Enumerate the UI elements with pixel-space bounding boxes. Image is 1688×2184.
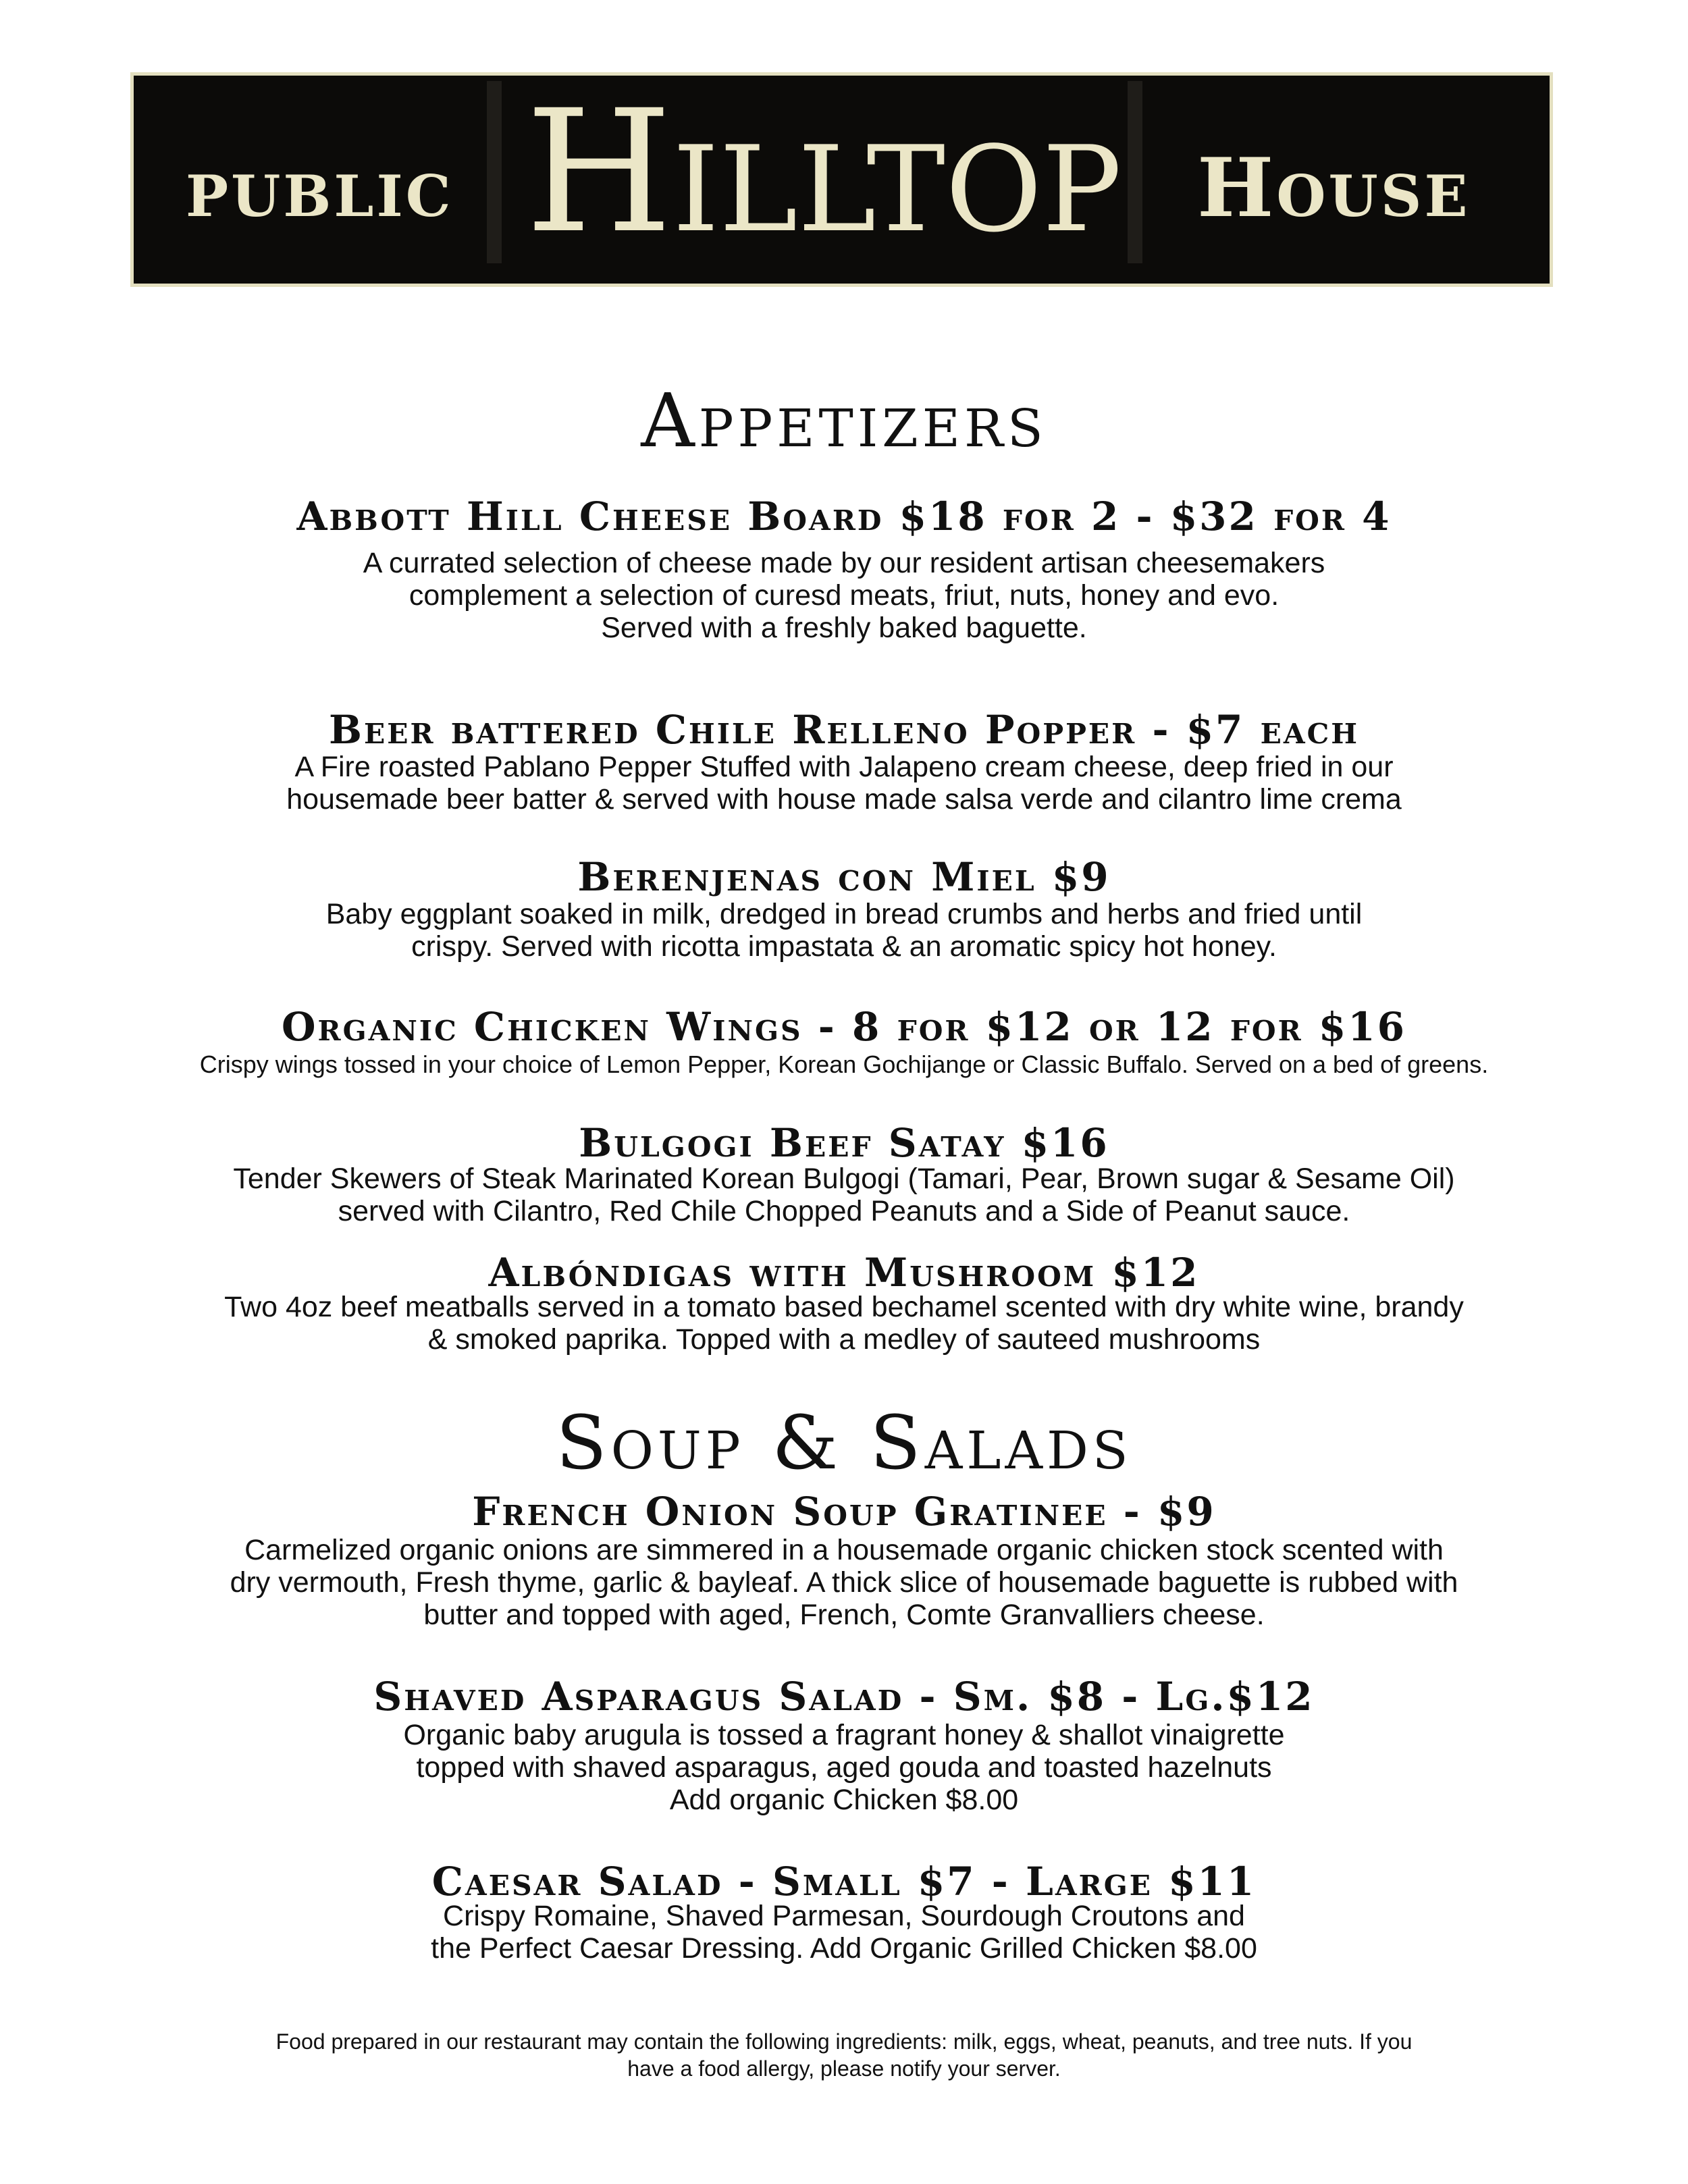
desc-line: & smoked paprika. Topped with a medley of sauteed mushrooms <box>427 1323 1261 1356</box>
brand-word-house: House <box>1197 140 1471 236</box>
item-title-cheese-board: Abbott Hill Cheese Board $18 for 2 - $32 for 4 <box>296 494 1392 539</box>
desc-line: the Perfect Caesar Dressing. Add Organic Grilled Chicken $8.00 <box>431 1932 1257 1965</box>
desc-line: served with Cilantro, Red Chile Chopped Peanuts and a Side of Peanut sauce. <box>338 1195 1350 1227</box>
item-title-french-onion: French Onion Soup Gratinee - $9 <box>472 1489 1216 1535</box>
desc-line: A currated selection of cheese made by our resident artisan cheesemakers <box>363 547 1325 579</box>
desc-line: Tender Skewers of Steak Marinated Korean Bulgogi (Tamari, Pear, Brown sugar & Sesame Oil) <box>233 1163 1455 1195</box>
banner-inner <box>134 76 1550 284</box>
section-title-soup-salads: Soup & Salads <box>556 1400 1132 1486</box>
desc-line: Two 4oz beef meatballs served in a tomato based bechamel scented with dry white wine, brandy <box>224 1291 1464 1323</box>
item-desc-albondigas <box>68 1291 1620 1356</box>
item-desc-asparagus-salad <box>68 1719 1620 1816</box>
desc-line: topped with shaved asparagus, aged gouda and toasted hazelnuts <box>416 1751 1272 1784</box>
brand-word-hilltop: Hilltop <box>525 74 1122 270</box>
item-title-chile-relleno: Beer battered Chile Relleno Popper - $7 each <box>328 707 1360 753</box>
desc-line: A Fire roasted Pablano Pepper Stuffed with Jalapeno cream cheese, deep fried in our <box>294 751 1394 783</box>
desc-line: Crispy Romaine, Shaved Parmesan, Sourdough Croutons and <box>443 1900 1245 1932</box>
item-title-chicken-wings: Organic Chicken Wings - 8 for $12 or 12 for $16 <box>282 1004 1406 1050</box>
allergy-notice-line: have a food allergy, please notify your server. <box>627 2056 1061 2081</box>
item-title-caesar-salad: Caesar Salad - Small $7 - Large $11 <box>431 1859 1257 1905</box>
section-title-appetizers: Appetizers <box>641 377 1047 464</box>
desc-line: Add organic Chicken $8.00 <box>669 1784 1019 1816</box>
item-title-asparagus-salad: Shaved Asparagus Salad - Sm. $8 - Lg.$12 <box>373 1674 1315 1720</box>
banner-divider-left <box>487 81 502 263</box>
desc-line: Crispy wings tossed in your choice of Lemon Pepper, Korean Gochijange or Classic Buffalo. Served on a bed of greens. <box>199 1050 1489 1078</box>
banner-divider-right <box>1128 81 1142 263</box>
desc-line: Served with a freshly baked baguette. <box>601 612 1087 644</box>
allergy-notice-line: Food prepared in our restaurant may contain the following ingredients: milk, eggs, wheat, peanuts, and tree nuts. If you <box>275 2029 1413 2054</box>
item-desc-chile-relleno <box>68 751 1620 816</box>
item-desc-caesar-salad <box>68 1900 1620 1965</box>
desc-line: housemade beer batter & served with house made salsa verde and cilantro lime crema <box>286 783 1402 816</box>
desc-line: crispy. Served with ricotta impastata & an aromatic spicy hot honey. <box>411 930 1277 963</box>
desc-line: Organic baby arugula is tossed a fragrant honey & shallot vinaigrette <box>403 1719 1285 1751</box>
item-desc-french-onion <box>68 1534 1620 1631</box>
item-title-albondigas: Albóndigas with Mushroom $12 <box>488 1250 1200 1296</box>
desc-line: dry vermouth, Fresh thyme, garlic & bayleaf. A thick slice of housemade baguette is rubbed with <box>230 1566 1458 1599</box>
desc-line: complement a selection of curesd meats, friut, nuts, honey and evo. <box>408 579 1280 612</box>
item-title-bulgogi-satay: Bulgogi Beef Satay $16 <box>579 1120 1109 1166</box>
item-title-berenjenas: Berenjenas con Miel $9 <box>577 854 1111 900</box>
item-desc-chicken-wings <box>68 1050 1620 1079</box>
allergy-notice <box>68 2028 1620 2082</box>
header-banner <box>130 72 1553 287</box>
item-desc-cheese-board <box>68 547 1620 644</box>
desc-line: Carmelized organic onions are simmered in a housemade organic chicken stock scented with <box>244 1534 1444 1566</box>
item-desc-bulgogi-satay <box>68 1163 1620 1227</box>
brand-word-public: public <box>186 140 454 236</box>
item-desc-berenjenas <box>68 898 1620 963</box>
desc-line: Baby eggplant soaked in milk, dredged in bread crumbs and herbs and fried until <box>325 898 1363 930</box>
desc-line: butter and topped with aged, French, Comte Granvalliers cheese. <box>423 1599 1265 1631</box>
